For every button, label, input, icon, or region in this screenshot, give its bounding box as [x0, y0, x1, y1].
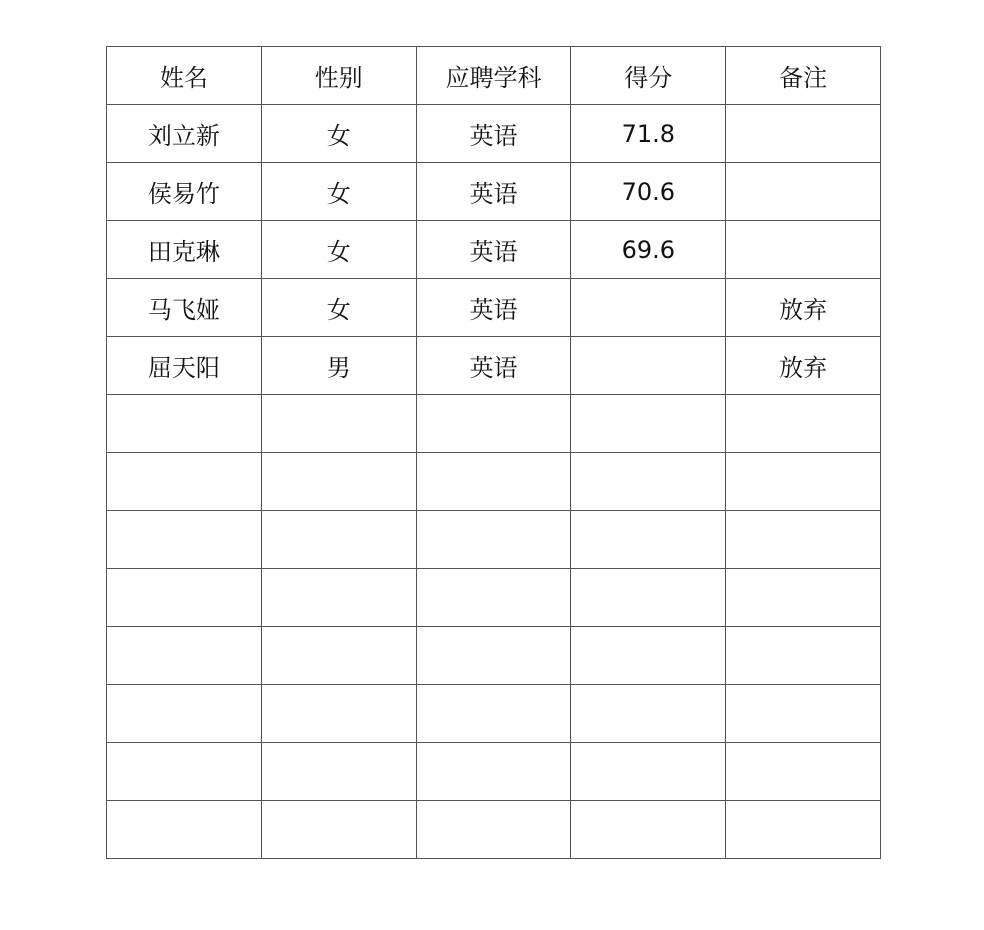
cell-remark — [726, 511, 881, 569]
cell-subject: 英语 — [416, 105, 571, 163]
header-subject: 应聘学科 — [416, 47, 571, 105]
cell-gender — [261, 743, 416, 801]
cell-remark: 放弃 — [726, 337, 881, 395]
cell-gender — [261, 569, 416, 627]
cell-name — [107, 627, 262, 685]
cell-score — [571, 685, 726, 743]
cell-remark — [726, 453, 881, 511]
cell-subject — [416, 627, 571, 685]
cell-gender — [261, 453, 416, 511]
cell-subject — [416, 511, 571, 569]
header-score: 得分 — [571, 47, 726, 105]
score-table — [106, 46, 881, 859]
cell-name — [107, 395, 262, 453]
cell-remark — [726, 163, 881, 221]
cell-name: 屈天阳 — [107, 337, 262, 395]
cell-gender — [261, 395, 416, 453]
cell-gender: 女 — [261, 105, 416, 163]
cell-subject: 英语 — [416, 279, 571, 337]
header-remark: 备注 — [726, 47, 881, 105]
cell-gender — [261, 685, 416, 743]
score-table-container — [106, 46, 880, 853]
table-row — [107, 279, 881, 337]
cell-remark — [726, 395, 881, 453]
cell-subject — [416, 801, 571, 859]
cell-score: 71.8 — [571, 105, 726, 163]
cell-gender: 男 — [261, 337, 416, 395]
cell-score — [571, 279, 726, 337]
cell-subject: 英语 — [416, 163, 571, 221]
cell-remark — [726, 569, 881, 627]
header-name: 姓名 — [107, 47, 262, 105]
cell-score — [571, 337, 726, 395]
header-gender: 性别 — [261, 47, 416, 105]
cell-gender: 女 — [261, 279, 416, 337]
cell-score — [571, 743, 726, 801]
table-row — [107, 743, 881, 801]
cell-subject: 英语 — [416, 221, 571, 279]
table-header-row — [107, 47, 881, 105]
cell-name — [107, 569, 262, 627]
cell-subject — [416, 743, 571, 801]
table-row — [107, 453, 881, 511]
cell-name: 马飞娅 — [107, 279, 262, 337]
cell-score — [571, 627, 726, 685]
cell-gender — [261, 511, 416, 569]
cell-remark — [726, 685, 881, 743]
cell-score — [571, 453, 726, 511]
cell-gender — [261, 627, 416, 685]
table-row — [107, 337, 881, 395]
cell-remark — [726, 627, 881, 685]
table-row — [107, 569, 881, 627]
cell-subject — [416, 395, 571, 453]
cell-subject: 英语 — [416, 337, 571, 395]
table-row — [107, 627, 881, 685]
cell-subject — [416, 685, 571, 743]
cell-score — [571, 801, 726, 859]
cell-score — [571, 395, 726, 453]
table-row — [107, 801, 881, 859]
cell-score: 69.6 — [571, 221, 726, 279]
cell-name: 刘立新 — [107, 105, 262, 163]
cell-name: 田克琳 — [107, 221, 262, 279]
cell-gender — [261, 801, 416, 859]
cell-remark — [726, 743, 881, 801]
table-row — [107, 511, 881, 569]
cell-remark — [726, 221, 881, 279]
cell-name — [107, 453, 262, 511]
cell-subject — [416, 453, 571, 511]
cell-remark — [726, 801, 881, 859]
table-row — [107, 395, 881, 453]
cell-score: 70.6 — [571, 163, 726, 221]
table-row — [107, 105, 881, 163]
cell-name — [107, 801, 262, 859]
cell-name — [107, 511, 262, 569]
cell-score — [571, 569, 726, 627]
cell-name — [107, 743, 262, 801]
cell-gender: 女 — [261, 163, 416, 221]
table-row — [107, 685, 881, 743]
table-row — [107, 221, 881, 279]
cell-score — [571, 511, 726, 569]
cell-gender: 女 — [261, 221, 416, 279]
cell-remark — [726, 105, 881, 163]
cell-name: 侯易竹 — [107, 163, 262, 221]
table-row — [107, 163, 881, 221]
cell-subject — [416, 569, 571, 627]
cell-name — [107, 685, 262, 743]
cell-remark: 放弃 — [726, 279, 881, 337]
